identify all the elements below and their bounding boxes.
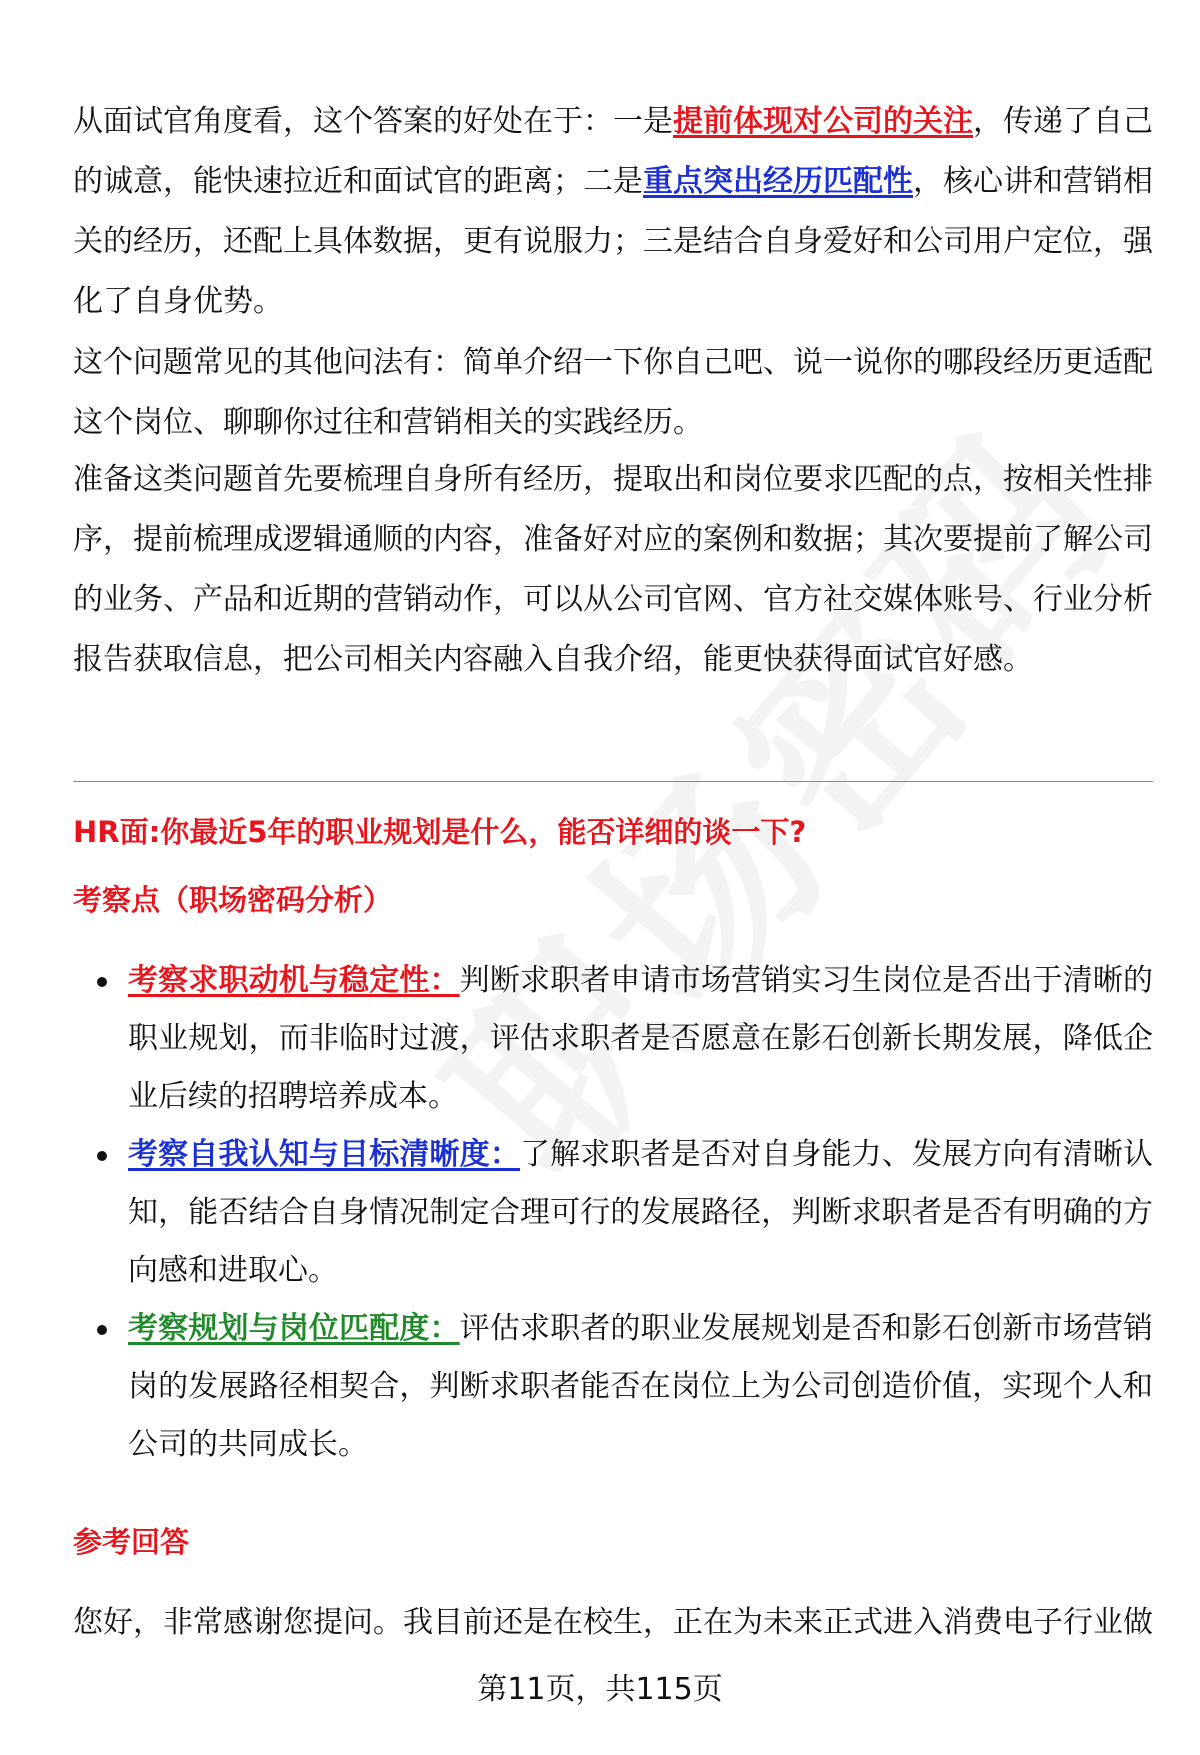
answer-text: 您好，非常感谢您提问。我目前还是在校生，正在为未来正式进入消费电子行业做: [73, 1605, 1153, 1640]
highlight-experience-match: 重点突出经历匹配性: [643, 164, 913, 199]
points-heading: 考察点（职场密码分析）: [73, 883, 393, 917]
points-list: [73, 952, 1153, 1474]
point-text: 判断求职者申请市场营销实习生岗位是否出于清晰的职业规划，而非临时过渡，评估求职者是否愿意在影石创新长期发展，降低企业后续的招聘培养成本。: [128, 963, 1154, 1114]
question-heading: HR面:你最近5年的职业规划是什么，能否详细的谈一下?: [73, 815, 807, 849]
point-label: 考察求职动机与稳定性：: [128, 963, 460, 998]
page-number: 第11页，共115页: [477, 1672, 723, 1707]
preparation-text: 准备这类问题首先要梳理自身所有经历，提取出和岗位要求匹配的点，按相关性排序，提前梳理成逻辑通顺的内容，准备好对应的案例和数据；其次要提前了解公司的业务、产品和近期的营销动作，可以从公司官网、官方社交媒体账号、行业分析报告获取信息，把公司相关内容融入自我介绍，能更快获得面试官好感。: [73, 462, 1153, 677]
text-segment: ，核心讲和营销相关的经历，还配上具体数据，更有说服力；三是结合自身爱好和公司用户定位，强化了自身优势。: [73, 164, 1153, 319]
answer-paragraph: [73, 1593, 1153, 1653]
bullet-dot: [97, 977, 107, 987]
analysis-text: [73, 92, 1153, 332]
list-item: [73, 952, 1153, 1126]
bullet-dot: [97, 1325, 107, 1335]
text-segment: 从面试官角度看，这个答案的好处在于：一是: [73, 104, 673, 139]
answer-heading: 参考回答: [73, 1525, 190, 1559]
list-item: [73, 1300, 1153, 1474]
bullet-dot: [97, 1151, 107, 1161]
analysis-paragraph: [73, 92, 1153, 332]
point-label: 考察自我认知与目标清晰度：: [128, 1137, 520, 1172]
point-text: 评估求职者的职业发展规划是否和影石创新市场营销岗的发展路径相契合，判断求职者能否在岗位上为公司创造价值，实现个人和公司的共同成长。: [128, 1311, 1154, 1462]
preparation-paragraph: [73, 450, 1153, 690]
point-label: 考察规划与岗位匹配度：: [128, 1311, 460, 1346]
section-divider: [73, 781, 1153, 782]
list-item: [73, 1126, 1153, 1300]
text-segment: ，传递了自己的诚意，能快速拉近和面试官的距离；二是: [73, 104, 1153, 199]
highlight-company-attention: 提前体现对公司的关注: [673, 104, 973, 139]
alternate-questions-paragraph: [73, 333, 1153, 453]
alternate-questions-text: 这个问题常见的其他问法有：简单介绍一下你自己吧、说一说你的哪段经历更适配这个岗位、聊聊你过往和营销相关的实践经历。: [73, 345, 1153, 440]
point-text: 了解求职者是否对自身能力、发展方向有清晰认知，能否结合自身情况制定合理可行的发展路径，判断求职者是否有明确的方向感和进取心。: [128, 1137, 1154, 1288]
